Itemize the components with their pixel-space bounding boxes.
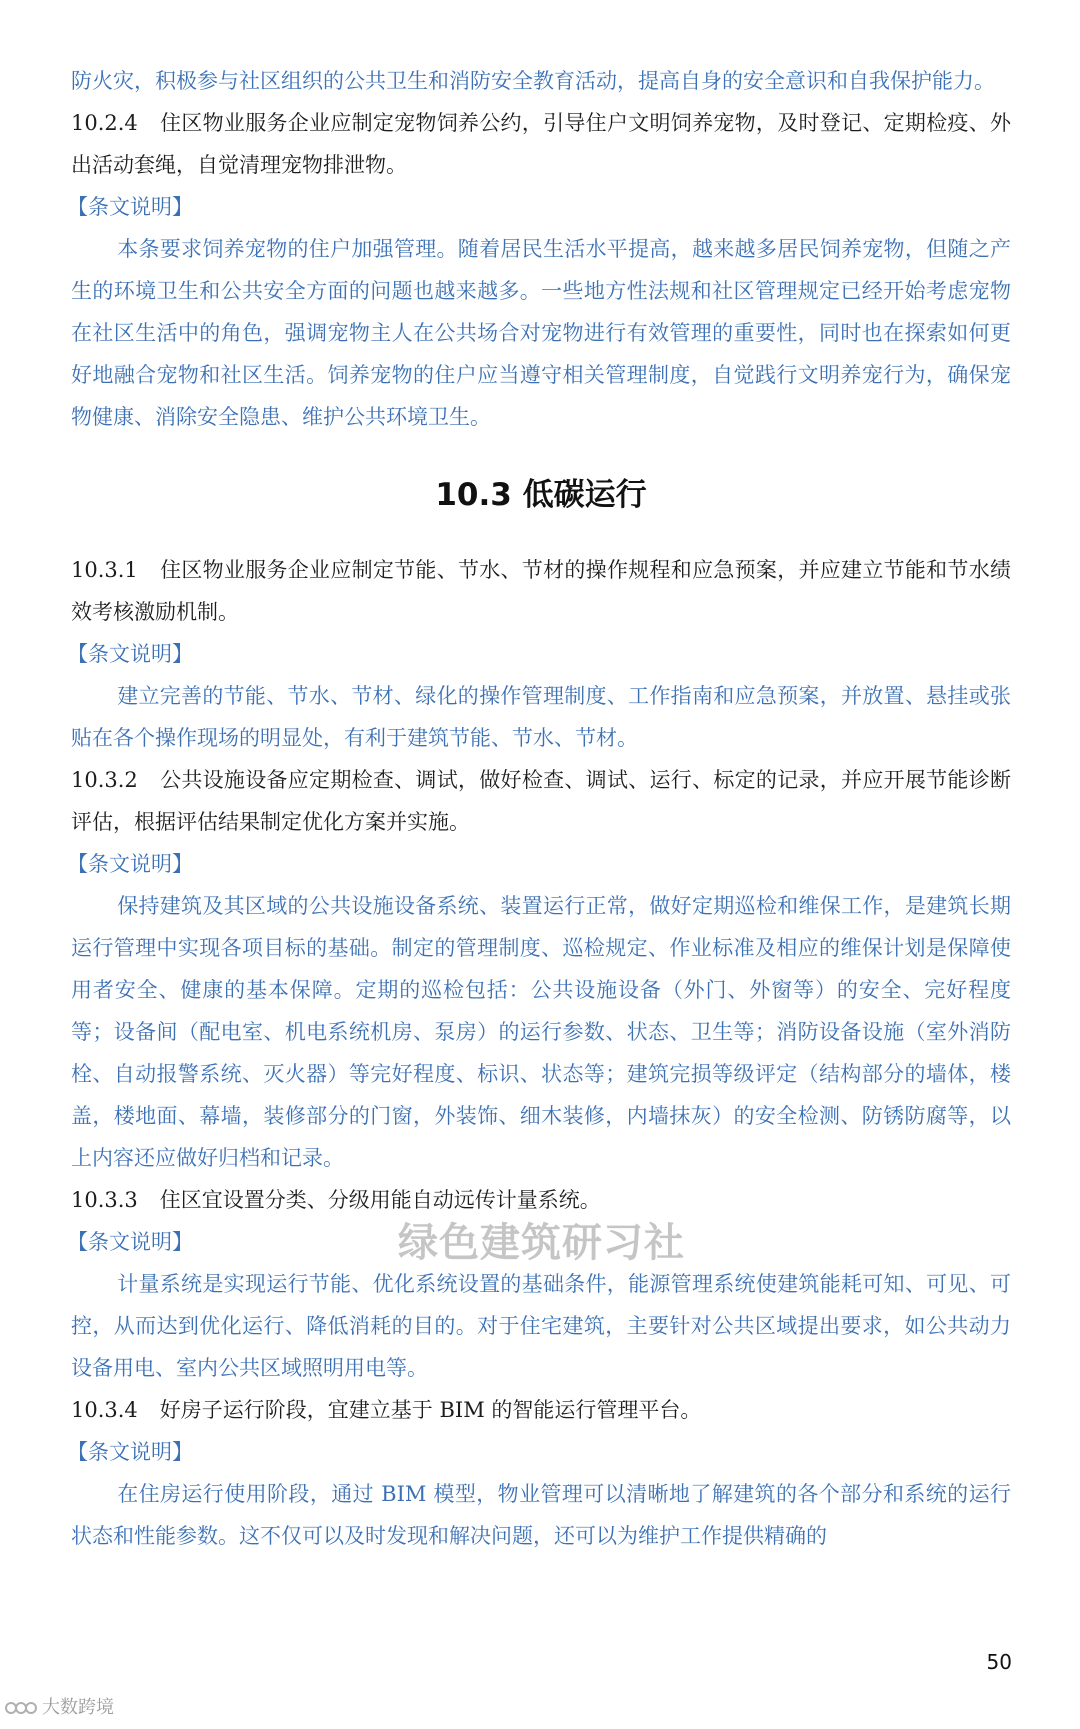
clause-10-3-4 xyxy=(71,1389,1011,1431)
watermark: 绿色建筑研习社 xyxy=(398,1220,685,1266)
note-10-3-1: 建立完善的节能、节水、节材、绿化的操作管理制度、工作指南和应急预案，并放置、悬挂或张贴在各个操作现场的明显处，有利于建筑节能、节水、节材。 xyxy=(71,684,1011,750)
continued-paragraph: 防火灾，积极参与社区组织的公共卫生和消防安全教育活动，提高自身的安全意识和自我保护能力。 xyxy=(71,69,995,93)
page-content xyxy=(67,60,1011,1557)
corner-logo-text: 大数跨境 xyxy=(42,1697,114,1718)
note-title: 【条文说明】 xyxy=(67,195,193,219)
note-10-3-4: 在住房运行使用阶段，通过 BIM 模型，物业管理可以清晰地了解建筑的各个部分和系统的运行状态和性能参数。这不仅可以及时发现和解决问题，还可以为维护工作提供精确的 xyxy=(71,1482,1011,1548)
note-title: 【条文说明】 xyxy=(67,1230,193,1254)
clause-text: 好房子运行阶段，宜建立基于 BIM 的智能运行管理平台。 xyxy=(159,1398,702,1422)
note-10-3-3: 计量系统是实现运行节能、优化系统设置的基础条件，能源管理系统使建筑能耗可知、可见、可控，从而达到优化运行、降低消耗的目的。对于住宅建筑，主要针对公共区域提出要求，如公共动力设备用电、室内公共区域照明用电等。 xyxy=(71,1272,1011,1380)
section-heading: 10.3 低碳运行 xyxy=(435,477,647,513)
clause-text: 公共设施设备应定期检查、调试，做好检查、调试、运行、标定的记录，并应开展节能诊断评估，根据评估结果制定优化方案并实施。 xyxy=(71,768,1011,834)
note-title: 【条文说明】 xyxy=(67,852,193,876)
clause-10-3-1 xyxy=(71,549,1011,633)
clause-number: 10.2.4 xyxy=(71,111,138,135)
clause-10-3-3 xyxy=(71,1179,1011,1221)
clause-text: 住区宜设置分类、分级用能自动远传计量系统。 xyxy=(159,1188,601,1212)
clause-number: 10.3.4 xyxy=(71,1398,138,1422)
note-title: 【条文说明】 xyxy=(67,642,193,666)
clause-text: 住区物业服务企业应制定节能、节水、节材的操作规程和应急预案，并应建立节能和节水绩效考核激励机制。 xyxy=(71,558,1011,624)
clause-number: 10.3.2 xyxy=(71,768,138,792)
clause-10-2-4 xyxy=(71,102,1011,186)
page-number: 50 xyxy=(986,1650,1012,1674)
clause-text: 住区物业服务企业应制定宠物饲养公约，引导住户文明饲养宠物，及时登记、定期检疫、外出活动套绳，自觉清理宠物排泄物。 xyxy=(71,111,1011,177)
corner-logo xyxy=(4,1687,114,1729)
clause-number: 10.3.3 xyxy=(71,1188,138,1212)
clause-number: 10.3.1 xyxy=(71,558,138,582)
note-title: 【条文说明】 xyxy=(67,1440,193,1464)
logo-icon xyxy=(4,1698,38,1718)
note-10-2-4: 本条要求饲养宠物的住户加强管理。随着居民生活水平提高，越来越多居民饲养宠物，但随之产生的环境卫生和公共安全方面的问题也越来越多。一些地方性法规和社区管理规定已经开始考虑宠物在社区生活中的角色，强调宠物主人在公共场合对宠物进行有效管理的重要性，同时也在探索如何更好地融合宠物和社区生活。饲养宠物的住户应当遵守相关管理制度，自觉践行文明养宠行为，确保宠物健康、消除安全隐患、维护公共环境卫生。 xyxy=(71,237,1011,429)
clause-10-3-2 xyxy=(71,759,1011,843)
note-10-3-2: 保持建筑及其区域的公共设施设备系统、装置运行正常，做好定期巡检和维保工作，是建筑长期运行管理中实现各项目标的基础。制定的管理制度、巡检规定、作业标准及相应的维保计划是保障使用者安全、健康的基本保障。定期的巡检包括：公共设施设备（外门、外窗等）的安全、完好程度等；设备间（配电室、机电系统机房、泵房）的运行参数、状态、卫生等；消防设备设施（室外消防栓、自动报警系统、灭火器）等完好程度、标识、状态等；建筑完损等级评定（结构部分的墙体，楼盖，楼地面、幕墙，装修部分的门窗，外装饰、细木装修，内墙抹灰）的安全检测、防锈防腐等，以上内容还应做好归档和记录。 xyxy=(71,894,1011,1170)
